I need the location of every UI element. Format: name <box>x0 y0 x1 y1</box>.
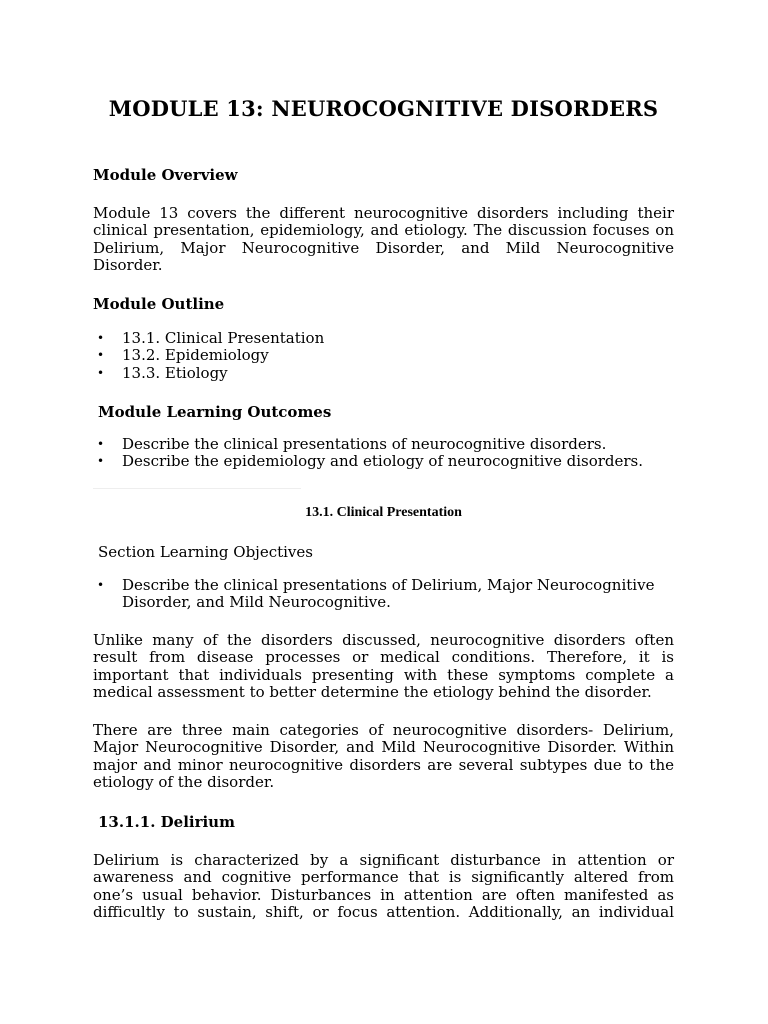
list-item: • 13.1. Clinical Presentation <box>93 330 674 347</box>
section-paragraph-1: Unlike many of the disorders discussed, neurocognitive disorders often result from disease processes or medical conditions. Therefore, it is important that individuals presenting with these symptoms complete a medical assessment to better determine the etiology behind the disorder. <box>93 631 674 701</box>
outline-heading: Module Outline <box>93 295 225 313</box>
list-item: • Describe the epidemiology and etiology of neurocognitive disorders. <box>93 453 674 470</box>
outline-list <box>93 330 674 382</box>
section-title: 13.1. Clinical Presentation <box>305 505 462 520</box>
delirium-heading: 13.1.1. Delirium <box>98 813 235 831</box>
outcomes-list <box>93 436 674 471</box>
outcomes-heading: Module Learning Outcomes <box>98 403 332 421</box>
objectives-list <box>93 577 674 612</box>
page-title: MODULE 13: NEUROCOGNITIVE DISORDERS <box>108 96 659 121</box>
delirium-paragraph: Delirium is characterized by a significant disturbance in attention or awareness and cognitive performance that is significantly altered from one’s usual behavior. Disturbances in attention are often manifested as difficultly to sustain, shift, or focus attention. Additionally, an individual <box>93 851 674 921</box>
overview-paragraph: Module 13 covers the different neurocognitive disorders including their clinical presentation, epidemiology, and etiology. The discussion focuses on Delirium, Major Neurocognitive Disorder, and Mild Neurocognitive Disorder. <box>93 204 674 274</box>
list-item: • Describe the clinical presentations of neurocognitive disorders. <box>93 436 674 453</box>
list-item: • 13.2. Epidemiology <box>93 347 674 364</box>
overview-heading: Module Overview <box>93 166 238 184</box>
list-item: • Describe the clinical presentations of Delirium, Major Neurocognitive Disorder, and Mild Neurocognitive. <box>93 577 674 612</box>
section-paragraph-2: There are three main categories of neurocognitive disorders- Delirium, Major Neurocognitive Disorder, and Mild Neurocognitive Disorder. Within major and minor neurocognitive disorders are several subtypes due to the etiology of the disorder. <box>93 721 674 791</box>
list-item: • 13.3. Etiology <box>93 365 674 382</box>
objectives-heading: Section Learning Objectives <box>98 543 313 561</box>
divider <box>93 488 301 489</box>
